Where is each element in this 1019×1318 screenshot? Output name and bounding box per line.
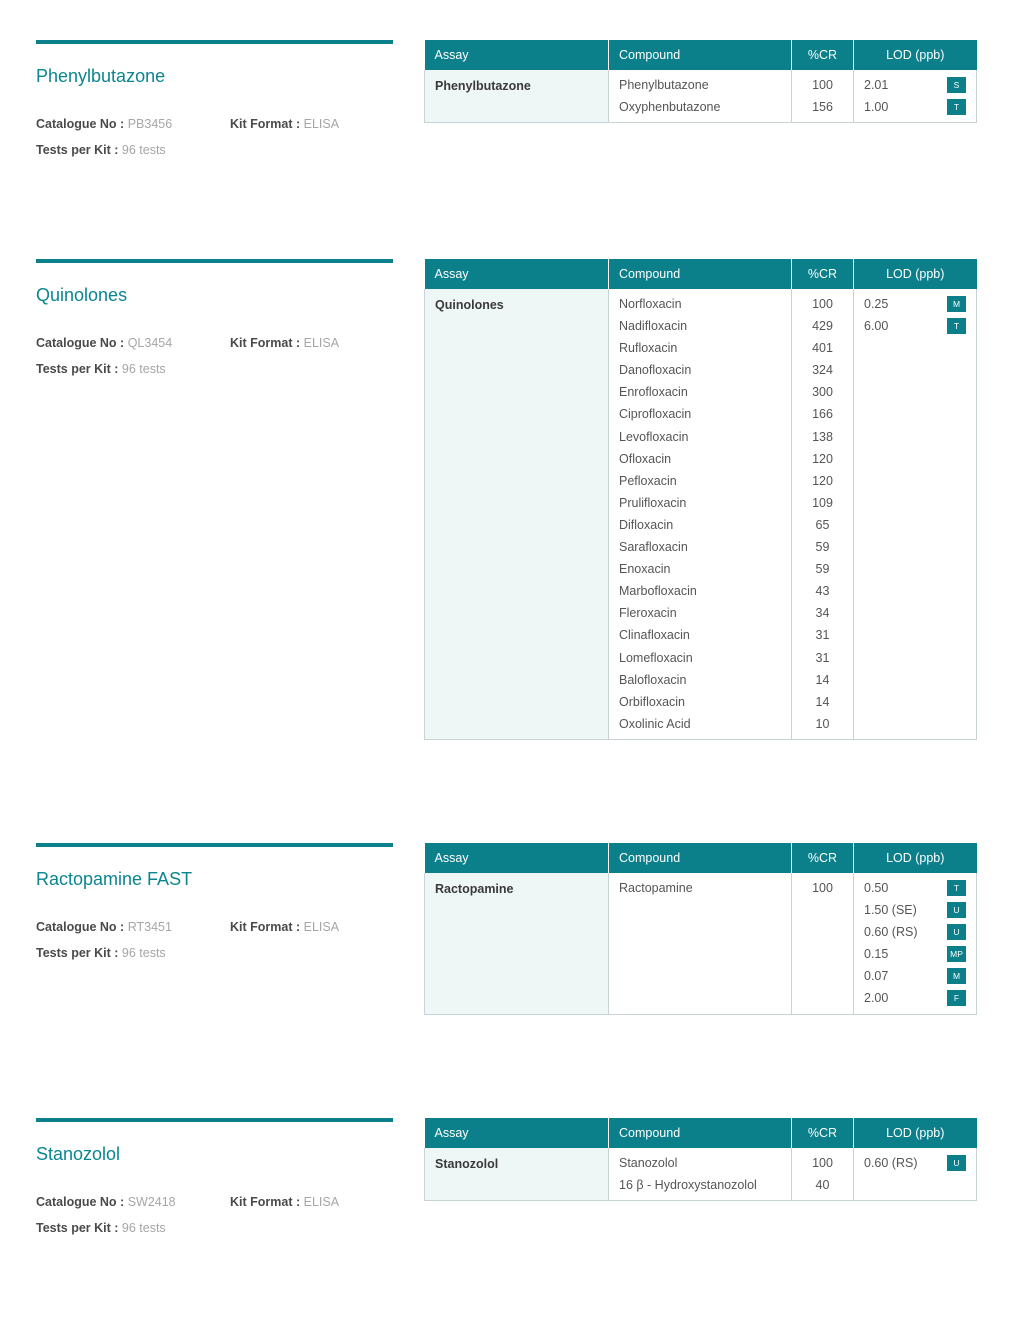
- cr-list: [792, 289, 853, 739]
- compound-name: Danofloxacin: [619, 363, 692, 378]
- kit-format: [230, 920, 339, 934]
- kit-format-value: ELISA: [303, 920, 340, 934]
- compound-name: Sarafloxacin: [619, 540, 688, 555]
- compound-cell: [609, 1148, 792, 1201]
- compound-list: [609, 873, 791, 903]
- lod-header: LOD (ppb): [854, 40, 977, 70]
- compound-cell: [609, 70, 792, 123]
- cr-value: 100: [812, 881, 833, 895]
- cr-cell: [792, 1148, 854, 1201]
- compound-name: Stanozolol: [619, 1156, 678, 1170]
- assay-table: [424, 259, 977, 740]
- compound-name: Lomefloxacin: [619, 650, 693, 665]
- lod-entry: [864, 965, 966, 987]
- catalogue-value: PB3456: [127, 117, 173, 131]
- matrix-badge: M: [947, 296, 966, 312]
- cr-value: 14: [815, 694, 830, 709]
- cr-list: [792, 70, 853, 122]
- compound-name: Prulifloxacin: [619, 495, 687, 510]
- product-info: [36, 40, 393, 240]
- table-header-row: [425, 40, 977, 70]
- lod-header: LOD (ppb): [854, 843, 977, 873]
- compound-name: Rufloxacin: [619, 341, 678, 356]
- assay-name: Quinolones: [425, 289, 609, 739]
- lod-entry: [864, 943, 966, 965]
- compound-name: Orbifloxacin: [619, 694, 685, 709]
- table-header-row: [425, 259, 977, 289]
- catalogue-label: Catalogue No :: [36, 336, 125, 350]
- compound-name: Difloxacin: [619, 517, 674, 532]
- kit-format-value: ELISA: [303, 1195, 340, 1209]
- cr-cell: [792, 873, 854, 1014]
- assay-header: Assay: [425, 40, 609, 70]
- table-row: [425, 873, 977, 1014]
- compound-name: Ractopamine: [619, 881, 693, 895]
- cr-value: 31: [815, 650, 830, 665]
- kit-format: [230, 1195, 339, 1209]
- matrix-badge: T: [947, 99, 966, 115]
- kit-format-label: Kit Format :: [230, 920, 301, 934]
- matrix-badge: U: [947, 924, 966, 940]
- assay-header: Assay: [425, 259, 609, 289]
- catalogue-number: [36, 1195, 176, 1209]
- lod-header: LOD (ppb): [854, 259, 977, 289]
- cr-value: 324: [812, 363, 833, 378]
- cr-value: 31: [815, 628, 830, 643]
- lod-value: 2.01: [864, 78, 889, 92]
- compound-name: Phenylbutazone: [619, 78, 709, 92]
- tests-per-kit-label: Tests per Kit :: [36, 1221, 119, 1235]
- kit-format-value: ELISA: [303, 336, 340, 350]
- compound-list: [609, 289, 791, 739]
- catalogue-number: [36, 920, 172, 934]
- matrix-badge: MP: [947, 946, 966, 962]
- cr-value: 59: [815, 540, 830, 555]
- tests-per-kit-label: Tests per Kit :: [36, 362, 119, 376]
- product-info: [36, 259, 393, 459]
- product-title: Ractopamine FAST: [36, 869, 193, 889]
- cr-value: 65: [815, 517, 830, 532]
- cr-cell: [792, 70, 854, 123]
- lod-header: LOD (ppb): [854, 1118, 977, 1148]
- kit-format-label: Kit Format :: [230, 1195, 301, 1209]
- section-rule: [36, 843, 393, 847]
- product-title: Phenylbutazone: [36, 66, 166, 86]
- tests-per-kit-label: Tests per Kit :: [36, 946, 119, 960]
- tests-per-kit-value: 96 tests: [121, 143, 166, 157]
- tests-per-kit: [36, 143, 166, 157]
- cr-value: 100: [812, 78, 833, 92]
- lod-value: 0.07: [864, 969, 889, 984]
- tests-per-kit-label: Tests per Kit :: [36, 143, 119, 157]
- lod-list: [854, 70, 976, 122]
- lod-entry: [864, 899, 966, 921]
- cr-value: 43: [815, 584, 830, 599]
- matrix-badge: U: [947, 902, 966, 918]
- lod-value: 0.60 (RS): [864, 925, 918, 940]
- compound-name: Levofloxacin: [619, 429, 689, 444]
- matrix-badge: T: [947, 318, 966, 334]
- compound-name: Clinafloxacin: [619, 628, 690, 643]
- product-info: [36, 843, 393, 1043]
- tests-per-kit-value: 96 tests: [121, 362, 166, 376]
- lod-entry: [864, 921, 966, 943]
- cr-header: %CR: [792, 1118, 854, 1148]
- catalogue-value: QL3454: [127, 336, 173, 350]
- section-rule: [36, 259, 393, 263]
- cr-value: 120: [812, 473, 833, 488]
- compound-name: Enoxacin: [619, 562, 671, 577]
- cr-value: 100: [812, 297, 833, 311]
- lod-list: [854, 873, 976, 1014]
- cr-value: 429: [812, 319, 833, 334]
- section-rule: [36, 1118, 393, 1122]
- cr-cell: [792, 289, 854, 739]
- assay-table: [424, 40, 977, 123]
- compound-header: Compound: [609, 1118, 792, 1148]
- lod-value: 1.00: [864, 100, 889, 115]
- cr-header: %CR: [792, 843, 854, 873]
- lod-value: 6.00: [864, 319, 889, 334]
- compound-list: [609, 70, 791, 122]
- matrix-badge: M: [947, 968, 966, 984]
- catalogue-label: Catalogue No :: [36, 920, 125, 934]
- product-title: Stanozolol: [36, 1144, 121, 1164]
- matrix-badge: T: [947, 880, 966, 896]
- catalogue-value: SW2418: [127, 1195, 176, 1209]
- kit-format: [230, 117, 339, 131]
- cr-header: %CR: [792, 259, 854, 289]
- compound-header: Compound: [609, 259, 792, 289]
- lod-entry: [864, 877, 966, 899]
- lod-cell: [854, 70, 977, 123]
- cr-value: 156: [812, 100, 833, 115]
- lod-value: 0.25: [864, 297, 889, 311]
- assay-table: [424, 1118, 977, 1201]
- compound-name: Ciprofloxacin: [619, 407, 692, 422]
- tests-per-kit: [36, 946, 166, 960]
- assay-header: Assay: [425, 843, 609, 873]
- kit-format-label: Kit Format :: [230, 336, 301, 350]
- table-row: [425, 70, 977, 123]
- lod-entry: [864, 987, 966, 1009]
- compound-header: Compound: [609, 843, 792, 873]
- lod-value: 1.50 (SE): [864, 903, 917, 918]
- cr-value: 59: [815, 562, 830, 577]
- lod-value: 0.60 (RS): [864, 1156, 918, 1170]
- catalogue-number: [36, 336, 172, 350]
- lod-list: [854, 1148, 976, 1178]
- cr-value: 34: [815, 606, 830, 621]
- catalogue-label: Catalogue No :: [36, 1195, 125, 1209]
- lod-entry: [864, 293, 966, 315]
- lod-cell: [854, 1148, 977, 1201]
- cr-value: 109: [812, 495, 833, 510]
- kit-format-label: Kit Format :: [230, 117, 301, 131]
- assay-name: Stanozolol: [425, 1148, 609, 1201]
- kit-format: [230, 336, 339, 350]
- cr-list: [792, 1148, 853, 1200]
- cr-value: 401: [812, 341, 833, 356]
- tests-per-kit-value: 96 tests: [121, 946, 166, 960]
- compound-name: Balofloxacin: [619, 672, 687, 687]
- catalogue-number: [36, 117, 172, 131]
- lod-entry: [864, 315, 966, 337]
- matrix-badge: U: [947, 1155, 966, 1171]
- cr-value: 138: [812, 429, 833, 444]
- compound-name: Enrofloxacin: [619, 385, 688, 400]
- compound-cell: [609, 289, 792, 739]
- product-info: [36, 1118, 393, 1318]
- assay-table: [424, 843, 977, 1015]
- lod-value: 0.15: [864, 947, 889, 962]
- lod-value: 0.50: [864, 881, 889, 895]
- table-header-row: [425, 1118, 977, 1148]
- tests-per-kit: [36, 1221, 166, 1235]
- lod-entry: [864, 74, 966, 96]
- assay-name: Phenylbutazone: [425, 70, 609, 123]
- tests-per-kit-value: 96 tests: [121, 1221, 166, 1235]
- cr-value: 10: [815, 716, 830, 731]
- section-rule: [36, 40, 393, 44]
- lod-value: 2.00: [864, 991, 889, 1006]
- cr-value: 166: [812, 407, 833, 422]
- catalogue-value: RT3451: [127, 920, 172, 934]
- compound-name: Ofloxacin: [619, 451, 672, 466]
- lod-entry: [864, 1152, 966, 1174]
- tests-per-kit: [36, 362, 166, 376]
- compound-list: [609, 1148, 791, 1200]
- compound-name: Norfloxacin: [619, 297, 682, 311]
- assay-header: Assay: [425, 1118, 609, 1148]
- table-row: [425, 1148, 977, 1201]
- cr-value: 14: [815, 672, 830, 687]
- lod-cell: [854, 289, 977, 739]
- cr-list: [792, 873, 853, 903]
- product-title: Quinolones: [36, 285, 128, 305]
- compound-name: Fleroxacin: [619, 606, 677, 621]
- compound-name: Nadifloxacin: [619, 319, 688, 334]
- matrix-badge: S: [947, 77, 966, 93]
- cr-value: 300: [812, 385, 833, 400]
- cr-value: 40: [815, 1178, 830, 1193]
- lod-cell: [854, 873, 977, 1014]
- catalogue-label: Catalogue No :: [36, 117, 125, 131]
- kit-format-value: ELISA: [303, 117, 340, 131]
- compound-name: Marbofloxacin: [619, 584, 697, 599]
- lod-list: [854, 289, 976, 341]
- compound-name: 16 β - Hydroxystanozolol: [619, 1178, 757, 1193]
- compound-header: Compound: [609, 40, 792, 70]
- table-header-row: [425, 843, 977, 873]
- assay-name: Ractopamine: [425, 873, 609, 1014]
- cr-value: 100: [812, 1156, 833, 1170]
- compound-name: Oxyphenbutazone: [619, 100, 721, 115]
- cr-value: 120: [812, 451, 833, 466]
- cr-header: %CR: [792, 40, 854, 70]
- table-row: [425, 289, 977, 739]
- matrix-badge: F: [947, 990, 966, 1006]
- compound-name: Pefloxacin: [619, 473, 677, 488]
- compound-cell: [609, 873, 792, 1014]
- compound-name: Oxolinic Acid: [619, 716, 691, 731]
- lod-entry: [864, 96, 966, 118]
